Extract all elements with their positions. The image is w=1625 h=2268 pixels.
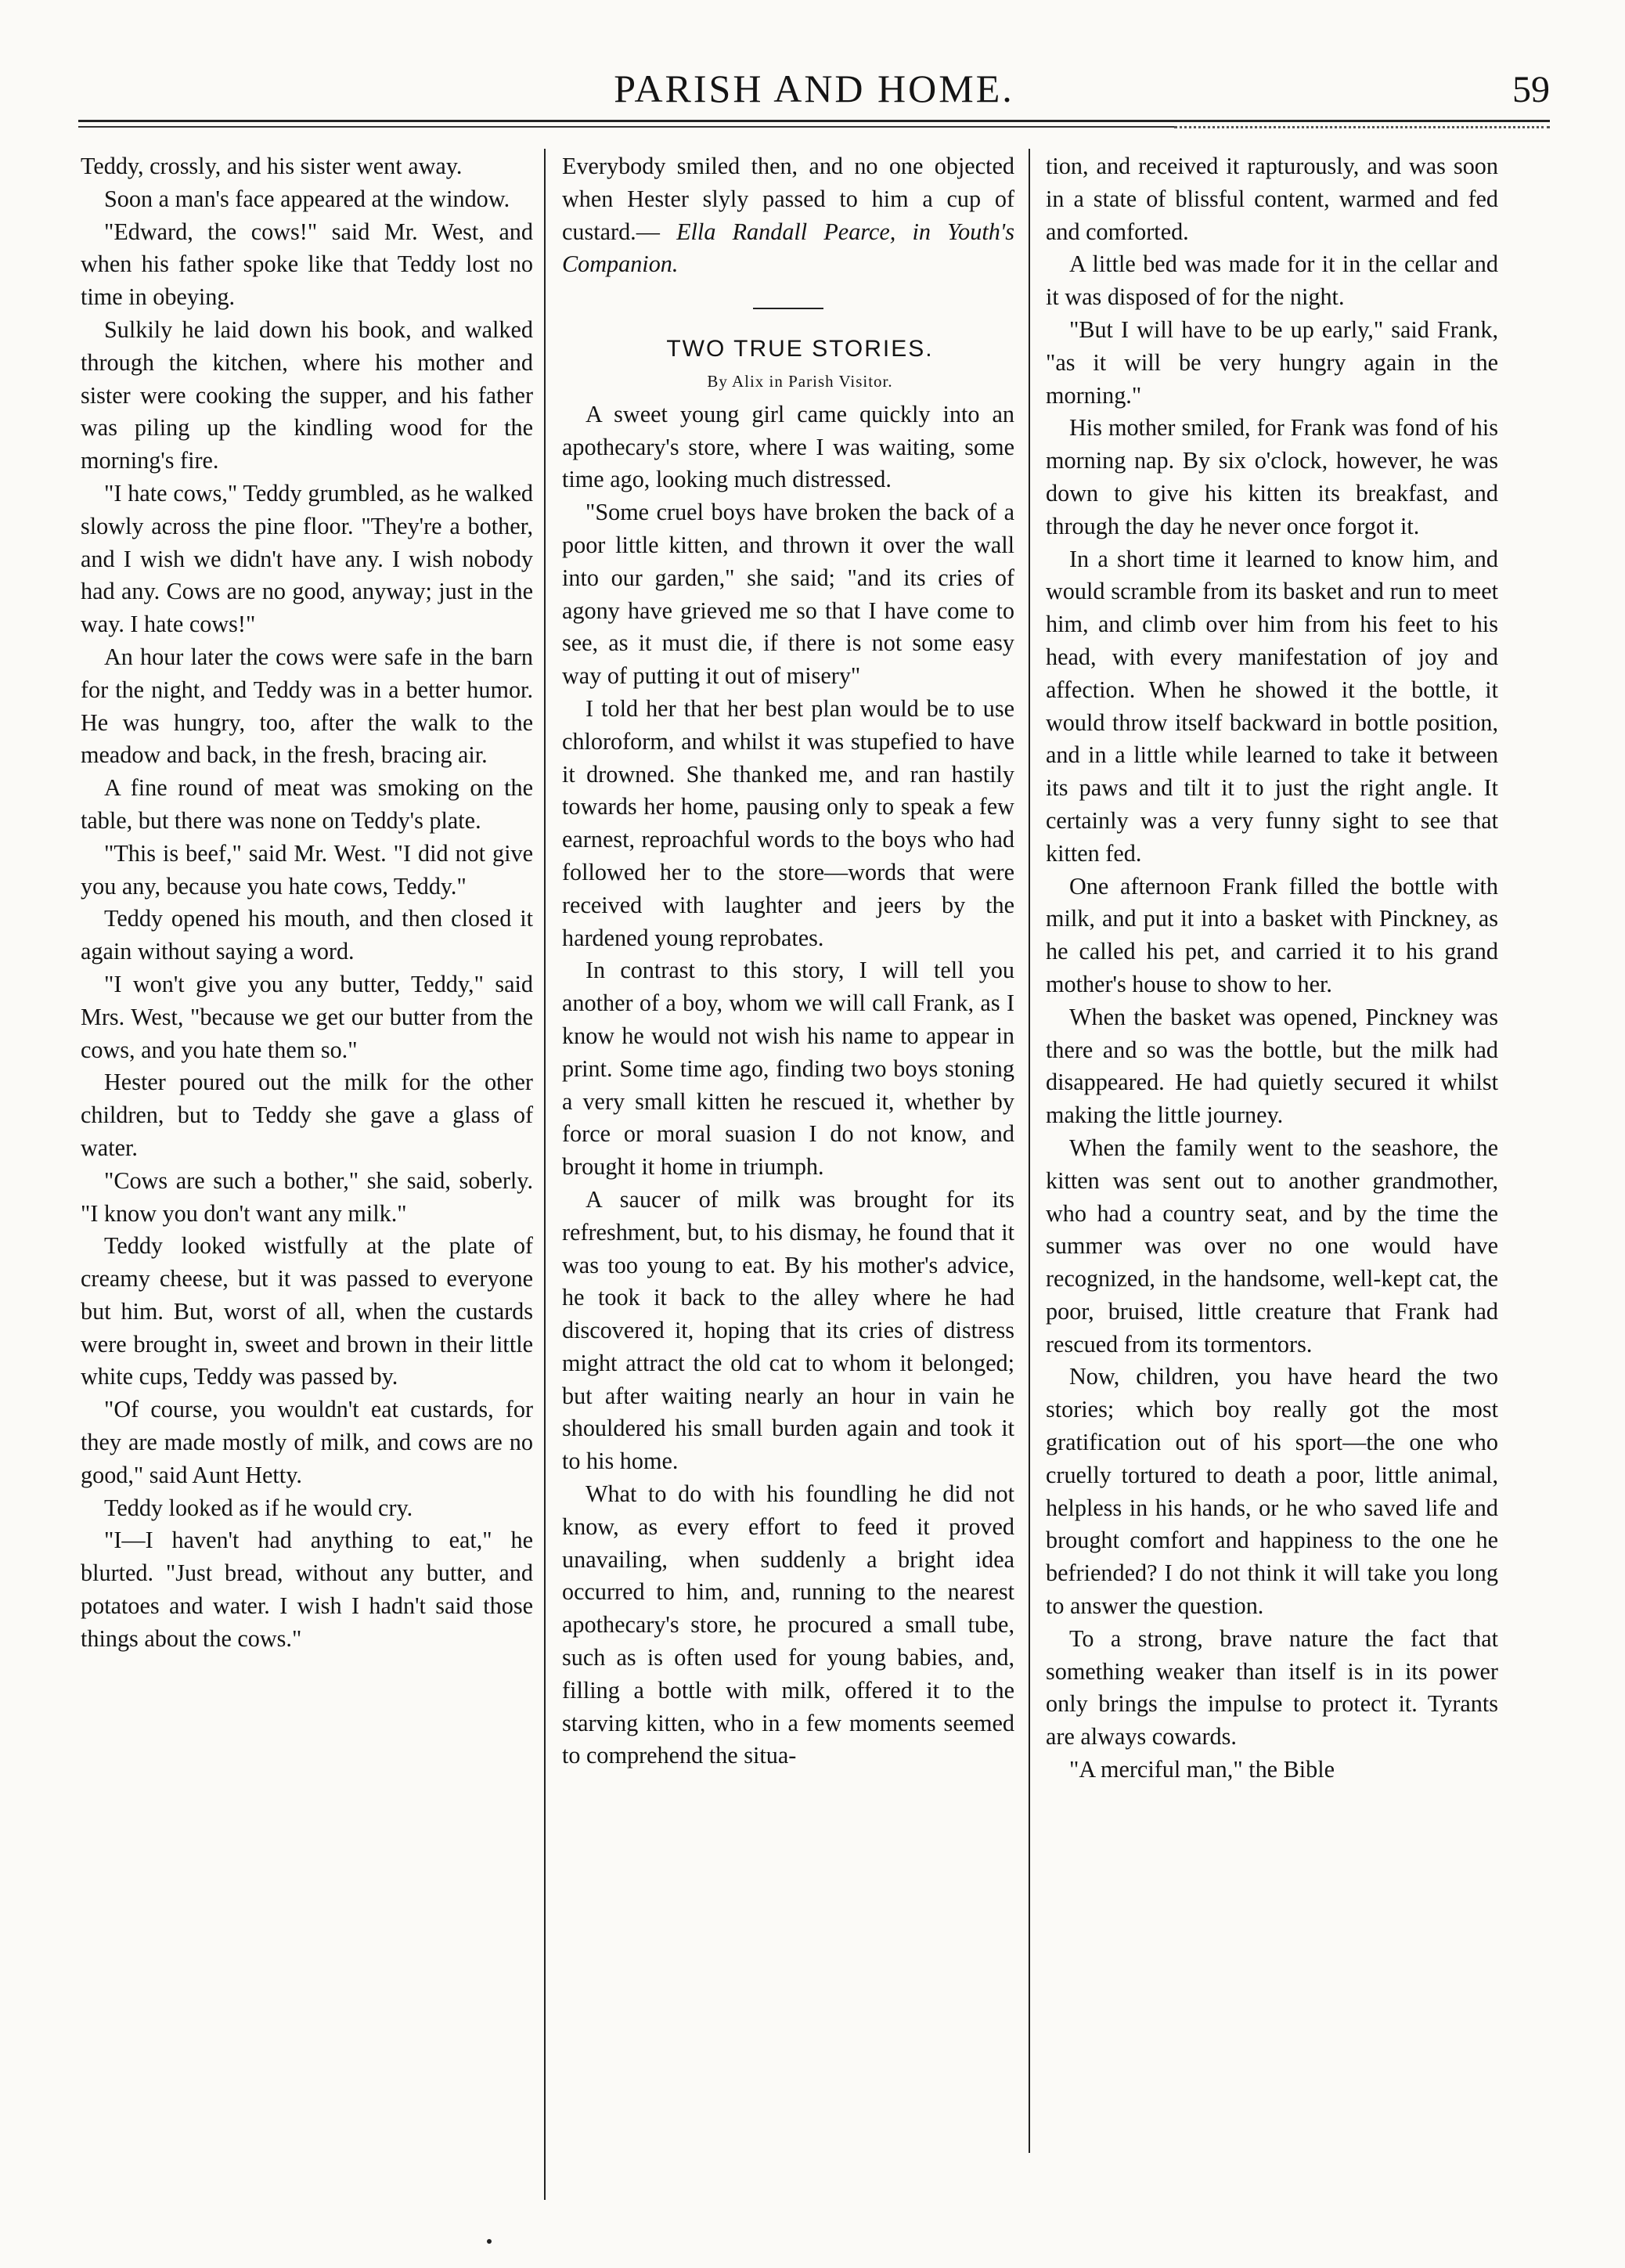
paragraph: "I hate cows," Teddy grumbled, as he walked slowly across the pine floor. "They're a bother, and I wish we didn't have any. I wish nobody had any. Cows are no good, anyway; just in the way. I hate cows!" <box>81 479 533 638</box>
paragraph: "Cows are such a bother," she said, soberly. "I know you don't want any milk." <box>81 1166 533 1227</box>
paragraph: A saucer of milk was brought for its refreshment, but, to his dismay, he found that it was too young to eat. By his mother's advice, he took it back to the alley where he had discovered it, hoping that its cries of distress might attract the old cat to whom it belonged; but after waiting nearly an hour in vain he shouldered his small burden again and took it to his home. <box>562 1185 1014 1475</box>
paragraph: Hester poured out the milk for the other children, but to Teddy she gave a glass of water. <box>81 1069 533 1161</box>
paragraph: "Some cruel boys have broken the back of a poor little kitten, and thrown it over the wall into our garden," she said; "and its cries of agony have grieved me so that I have come to see, as it must die, if there is not some easy way of putting it out of misery" <box>562 499 1014 690</box>
byline: By Alix in Parish Visitor. <box>707 371 893 391</box>
paragraph: When the family went to the seashore, the kitten was sent out to another grandmother, who had a country seat, and by the time the summer was over no one would have recognized, in the handsome, well-kept cat, the poor, bruised, little creature that Frank had rescued from its tormentors. <box>1046 1134 1498 1358</box>
running-header <box>78 61 1550 124</box>
paragraph: In a short time it learned to know him, and would scramble from its basket and run to meet him, and climb over him from his feet to his head, with every manifestation of joy and affection. When he showed it the bottle, it would throw itself backward in bottle position, and in a little while learned to take it between its paws and tilt it to just the right angle. It certainly was a very funny sight to see that kitten fed. <box>1046 545 1498 867</box>
column-middle <box>562 150 1014 1772</box>
paragraph: What to do with his foundling he did not know, as every effort to feed it proved unavailing, when suddenly a bright idea occurred to him, and, running to the nearest apothecary's store, he procured a small tube, such as is often used for young babies, and, filling a bottle with milk, offered it to the starving kitten, who in a few moments seemed to comprehend the situa- <box>562 1480 1014 1769</box>
column-left <box>81 150 533 1656</box>
paragraph: When the basket was opened, Pinckney was there and so was the bottle, but the milk had disappeared. He had quietly secured it whilst making the little journey. <box>1046 1003 1498 1129</box>
paragraph: "Of course, you wouldn't eat custards, for they are made mostly of milk, and cows are no good," said Aunt Hetty. <box>81 1396 533 1488</box>
header-rule <box>78 120 1550 122</box>
paragraph: To a strong, brave nature the fact that something weaker than itself is in its power only brings the impulse to protect it. Tyrants are always cowards. <box>1046 1624 1498 1751</box>
header-rule-dotted <box>1174 126 1550 128</box>
paragraph <box>562 150 1014 281</box>
paragraph: Soon a man's face appeared at the window. <box>104 185 510 212</box>
paragraph: "This is beef," said Mr. West. "I did not give you any, because you hate cows, Teddy." <box>81 839 533 900</box>
paragraph: "A merciful man," the Bible <box>1069 1756 1335 1783</box>
page-title: PARISH AND HOME. <box>614 67 1014 110</box>
paragraph: Teddy opened his mouth, and then closed it again without saying a word. <box>81 905 533 965</box>
paragraph: A little bed was made for it in the cellar and it was disposed of for the night. <box>1046 251 1498 311</box>
paragraph: "I—I haven't had anything to eat," he blurted. "Just bread, without any butter, and potatoes and water. I wish I hadn't said those things about the cows." <box>81 1527 533 1652</box>
print-mark <box>487 2239 492 2244</box>
paragraph: tion, and received it rapturously, and was soon in a state of blissful content, warmed and fed and comforted. <box>1046 153 1498 245</box>
paragraph: His mother smiled, for Frank was fond of his morning nap. By six o'clock, however, he was down to give his kitten its breakfast, and through the day he never once forgot it. <box>1046 414 1498 539</box>
paragraph: A fine round of meat was smoking on the table, but there was none on Teddy's plate. <box>81 774 533 834</box>
column-right <box>1046 150 1498 1787</box>
paragraph: A sweet young girl came quickly into an apothecary's store, where I was waiting, some time ago, looking much distressed. <box>562 400 1014 493</box>
paragraph: Teddy looked wistfully at the plate of creamy cheese, but it was passed to everyone but him. But, worst of all, when the custards were brought in, sweet and brown in their little white cups, Teddy was passed by. <box>81 1232 533 1390</box>
paragraph: Teddy, crossly, and his sister went away. <box>81 153 463 179</box>
story-title: TWO TRUE STORIES. <box>666 336 934 362</box>
paragraph: One afternoon Frank filled the bottle with milk, and put it into a basket with Pinckney, as he called his pet, and carried it to his grand mother's house to show to her. <box>1046 872 1498 997</box>
paragraph: In contrast to this story, I will tell you another of a boy, whom we will call Frank, as I know he would not wish his name to appear in print. Some time ago, finding two boys stoning a very small kitten he rescued it, whether by force or moral suasion I do not know, and brought it home in triumph. <box>562 957 1014 1181</box>
paragraph: Teddy looked as if he would cry. <box>104 1494 413 1521</box>
paragraph: "Edward, the cows!" said Mr. West, and when his father spoke like that Teddy lost no time in obeying. <box>81 218 533 311</box>
column-divider <box>544 149 546 2200</box>
story-ending: Everybody smiled then, and no one objected when Hester slyly passed to him a cup of custard.— <box>562 153 1014 245</box>
paragraph: Sulkily he laid down his book, and walked through the kitchen, where his mother and sister were cooking the supper, and his father was piling up the kindling wood for the morning's fire. <box>81 316 533 474</box>
header-rule-secondary <box>78 126 1174 128</box>
attribution: Ella Randall Pearce, in Youth's Companion. <box>562 218 1015 278</box>
paragraph: Now, children, you have heard the two stories; which boy really got the most gratification out of his sport—the one who cruelly tortured to death a poor, little animal, helpless in his hands, or he who saved life and brought comfort and happiness to the one he befriended? I do not think it will take you long to answer the question. <box>1046 1363 1498 1620</box>
column-divider <box>1029 149 1030 2153</box>
paragraph: An hour later the cows were safe in the barn for the night, and Teddy was in a better humor. He was hungry, too, after the walk to the meadow and back, in the fresh, bracing air. <box>81 643 533 769</box>
section-separator <box>753 308 823 309</box>
paragraph: I told her that her best plan would be to use chloroform, and whilst it was stupefied to have it drowned. She thanked me, and ran hastily towards her home, pausing only to speak a few earnest, reproachful words to the boys who had followed her to the store—words that were received with laughter and jeers by the hardened young reprobates. <box>562 694 1014 951</box>
paragraph: "But I will have to be up early," said Frank, "as it will be very hungry again in the morning." <box>1046 316 1498 409</box>
paragraph: "I won't give you any butter, Teddy," said Mrs. West, "because we get our butter from the cows, and you hate them so." <box>81 970 533 1063</box>
page-number: 59 <box>1512 69 1550 110</box>
